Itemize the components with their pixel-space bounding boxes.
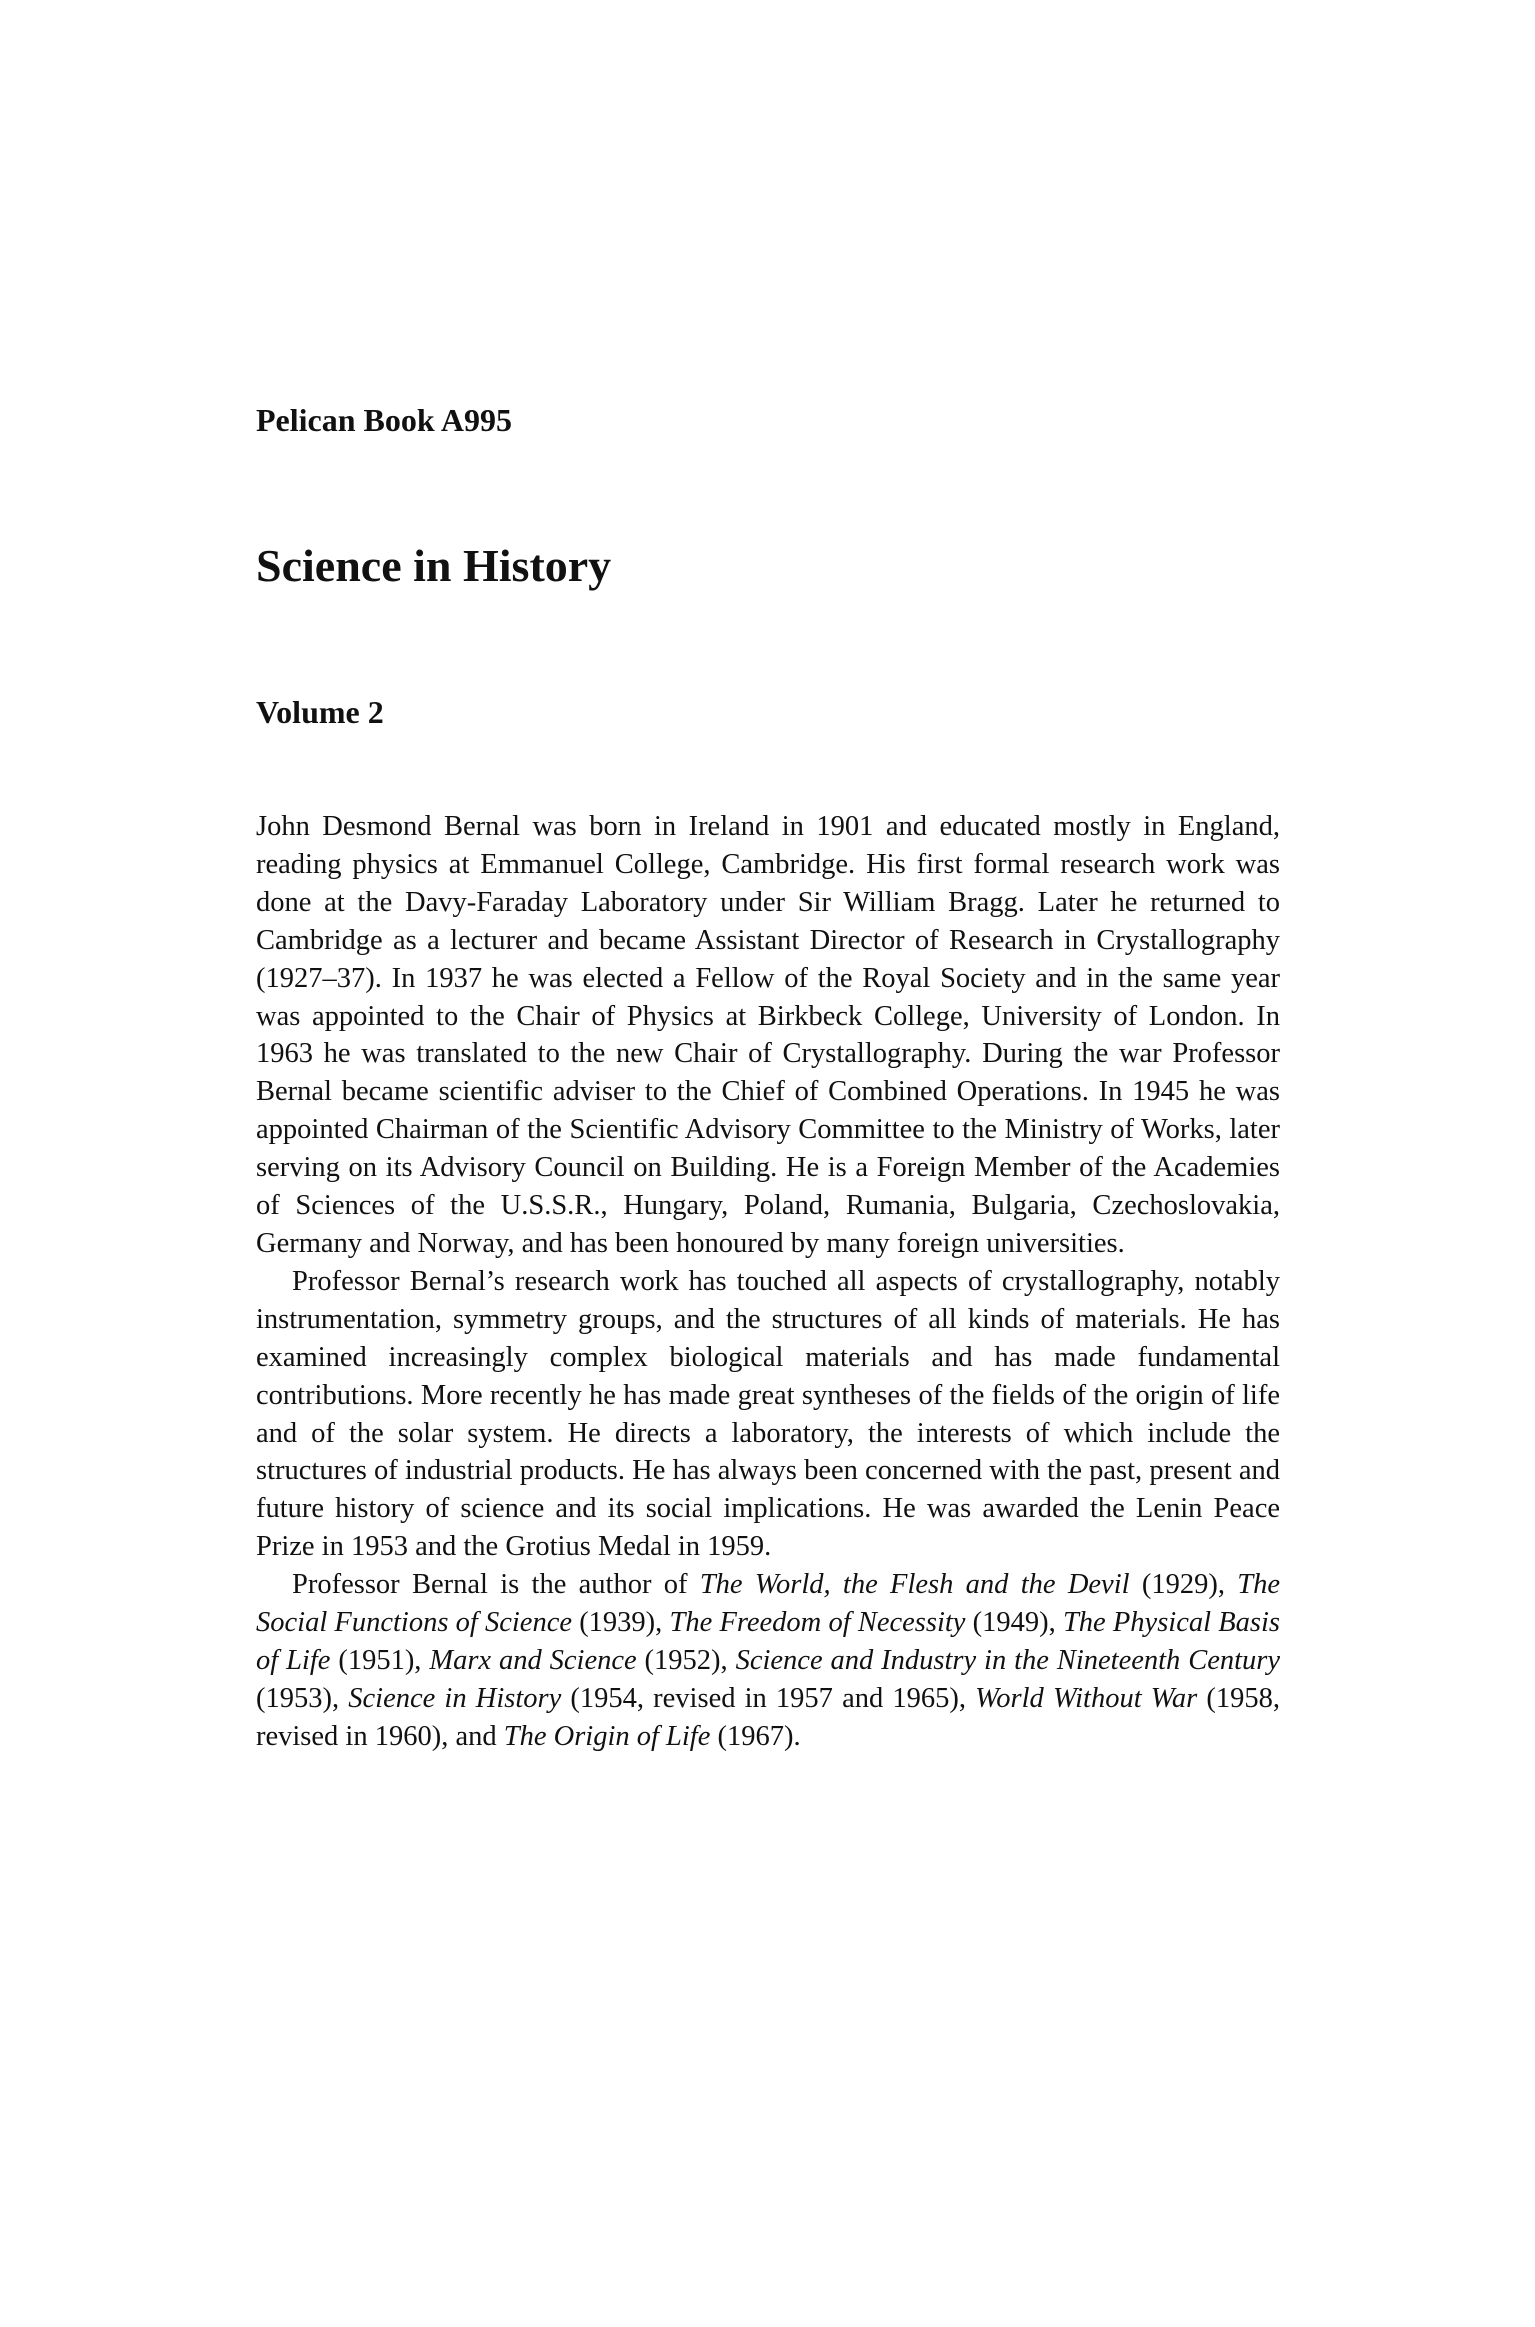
bio-paragraph-3 [256,1566,1280,1756]
work-note: (1953), [256,1682,349,1714]
work-note: (1967). [710,1720,801,1752]
bio-paragraph-2: Professor Bernal’s research work has touched all aspects of crystallography, notably instrumentation, symmetry groups, and the structures of all kinds of materials. He has examined increasingly complex biological materials and has made fundamental contributions. More recently he has made great syntheses of the fields of the origin of life and of the solar system. He directs a laboratory, the interests of which include the structures of industrial products. He has always been concerned with the past, present and future history of science and its social implications. He was awarded the Lenin Peace Prize in 1953 and the Grotius Medal in 1959. [256,1265,1280,1563]
work-note: (1958, revised in 1960), and [256,1682,1280,1752]
work-note: (1952), [636,1644,736,1676]
bio-paragraph-1: John Desmond Bernal was born in Ireland in 1901 and educated mostly in England, reading physics at Emmanuel College, Cambridge. His first formal research work was done at the Davy-Faraday Laboratory under Sir William Bragg. Later he returned to Cambridge as a lecturer and became Assistant Director of Research in Crystallography (1927–37). In 1937 he was elected a Fellow of the Royal Society and in the same year was appointed to the Chair of Physics at Birkbeck College, University of London. In 1963 he was translated to the new Chair of Crystallography. During the war Professor Bernal became scientific adviser to the Chief of Combined Operations. In 1945 he was appointed Chairman of the Scientific Advisory Committee to the Ministry of Works, later serving on its Advisory Council on Building. He is a Foreign Member of the Academies of Sciences of the U.S.S.R., Hungary, Poland, Rumania, Bulgaria, Czechoslovakia, Germany and Norway, and has been honoured by many foreign universities. [256,811,1280,1259]
author-biography [256,808,1280,1756]
work-title: The Freedom of Necessity [669,1607,966,1639]
work-note: (1949), [965,1607,1063,1639]
work-title: Marx and Science [429,1644,637,1676]
work-title: The Origin of Life [503,1720,711,1752]
work-title: The Physical Basis of Life [256,1607,1280,1676]
works-intro: Professor Bernal is the author of [292,1569,700,1601]
work-note: (1929), [1129,1569,1238,1601]
work-note: (1954, revised in 1957 and 1965), [561,1682,976,1714]
volume-label: Volume 2 [256,694,384,730]
work-note: (1951), [330,1644,430,1676]
work-note: (1939), [572,1607,670,1639]
book-title: Science in History [256,540,612,591]
work-title: The Social Functions of Science [256,1569,1281,1639]
work-title: World Without War [975,1682,1198,1714]
work-title: Science in History [348,1682,562,1714]
work-title: The World, the Flesh and the Devil [699,1569,1130,1601]
work-title: Science and Industry in the Nineteenth Century [735,1644,1281,1676]
series-label: Pelican Book A995 [256,402,513,438]
